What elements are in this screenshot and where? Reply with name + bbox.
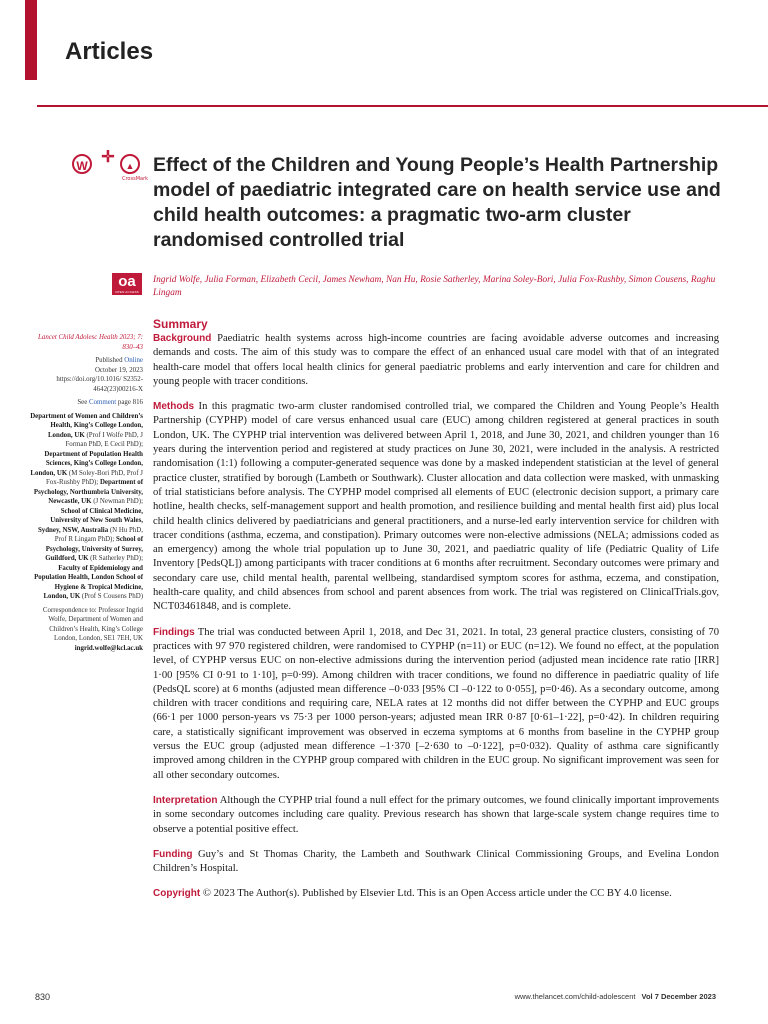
funding-text: Guy’s and St Thomas Charity, the Lambeth and Southwark Clinical Commissioning Groups, and Evelina London Children’s Hospital.	[153, 848, 719, 875]
summary-heading: Summary	[153, 317, 208, 331]
affiliation-name: Faculty of Epidemiology and Population Health, London School of Hygiene & Tropical Medicine, London, UK	[34, 564, 143, 600]
header-rule	[37, 105, 768, 107]
open-access-icon	[112, 273, 142, 295]
background-text: Paediatric health systems across high-income countries are facing avoidable adverse outcomes and increasing demands and costs. The aim of this study was to compare the effect of an enhanced usual care model with that of an integrated health-care model that offers local health clinics for general paediatric problems and early intervention and care for children and young people with tracer conditions.	[153, 333, 719, 387]
findings-label: Findings	[153, 626, 195, 638]
interpretation-label: Interpretation	[153, 794, 218, 806]
methods-text: In this pragmatic two-arm cluster randomised controlled trial, we compared the Children and Young People’s Health Partnership (CYPHP) model of care versus enhanced usual care (EUC) among children registered at general practices in south London, UK. The CYPHP trial intervention was delivered between April 1, 2018, and June 30, 2021, and children younger than 16 years during the intervention period and registered at study practices on June 30, 2021, were included in the analysis. A restricted randomisation (1:1) following a computer-generated sequence was done by a masked independent statistician at the level of general practice cluster, stratified by borough (Lambeth or Southwark). Cluster allocation and data collection were masked, with unmasking of trial statisticians before analysis. The CYPHP model comprised all elements of EUC (electronic decision support, a primary care hotline, health checks, self-management support and health promotion, and resilience building and mental health first aid) plus local child health clinics delivered by paediatricians and general practitioners, and a nurse-led early intervention service for children with tracer conditions (asthma, eczema, and constipation). Primary outcomes were non-elective admissions (NELA; admissions coded as an emergency) among the whole trial population up to June 30, 2021, and paediatric quality of life (Pediatric Quality of Life Inventory [PedsQL]) among participants with tracer conditions at 6 months after recruitment. Secondary outcomes were primary and secondary care use, child mental health, parental wellbeing, standardised symptom scores for asthma, eczema, and constipation, health-care quality, and child absences from school and parent absences from work. The trial was registered on ClinicalTrials.gov, NCT03461848, and is complete.	[153, 401, 719, 613]
altmetric-icon[interactable]: W	[72, 154, 92, 174]
published-date: October 19, 2023	[94, 366, 143, 374]
funding-label: Funding	[153, 848, 193, 860]
see-prefix: See	[77, 399, 90, 406]
background-label: Background	[153, 333, 212, 344]
see-suffix: page 816	[116, 399, 143, 406]
affiliation-name: School of Clinical Medicine, University of New South Wales, Sydney, NSW, Australia	[37, 507, 143, 534]
abstract-methods	[153, 400, 719, 614]
copyright-label: Copyright	[153, 888, 201, 900]
footer-journal	[515, 992, 716, 1001]
affiliation-people: (J Newman PhD);	[91, 498, 143, 505]
abstract	[153, 332, 719, 913]
author-list: Ingrid Wolfe, Julia Forman, Elizabeth Cecil, James Newham, Nan Hu, Rosie Satherley, Marina Soley-Bori, Julia Fox-Rushby, Simon Cousens, Raghu Lingam	[153, 275, 716, 298]
published-prefix: Published	[95, 357, 125, 364]
section-heading: Articles	[65, 38, 154, 65]
affiliation-people: (N Hu PhD, Prof R Lingam PhD);	[54, 526, 143, 543]
article-title: Effect of the Children and Young People’s Health Partnership model of paediatric integrated care on health service use and child health outcomes: a pragmatic two-arm cluster randomised controlled trial	[153, 154, 721, 251]
volume-issue: Vol 7 December 2023	[641, 992, 716, 1001]
affiliation-people: (Prof S Cousens PhD)	[80, 593, 143, 600]
abstract-findings	[153, 626, 719, 783]
affiliation-name: Department of Population Health Sciences, King’s College London, London, UK	[30, 450, 143, 477]
abstract-background	[153, 332, 719, 389]
affiliation-name: School of Psychology, University of Surrey, Guildford, UK	[45, 536, 143, 562]
abstract-interpretation	[153, 794, 719, 837]
page-number: 830	[35, 992, 51, 1002]
doi-link[interactable]: https://doi.org/10.1016/ S2352-4642(23)00216-X	[56, 376, 143, 393]
abstract-copyright	[153, 887, 719, 901]
copyright-text: © 2023 The Author(s). Published by Elsevier Ltd. This is an Open Access article under the CC BY 4.0 license.	[200, 888, 672, 900]
affiliation-people: (M Soley-Bori PhD, Prof J Fox-Rushby PhD);	[45, 469, 143, 486]
journal-citation: Lancet Child Adolesc Health 2023; 7: 830–43	[38, 334, 143, 351]
email-link[interactable]: ingrid.wolfe@kcl.ac.uk	[74, 644, 143, 652]
crossmark-label: CrossMark	[122, 176, 149, 182]
affiliation-name: Department of Women and Children’s Health, King’s College London, London, UK	[30, 412, 143, 439]
open-access-mark: oa	[118, 273, 136, 290]
affiliation-people: (R Satherley PhD);	[88, 555, 143, 562]
comment-link[interactable]: Comment	[89, 399, 117, 406]
crossmark-icon[interactable]: ✛	[101, 149, 115, 166]
article-sidebar	[30, 333, 143, 657]
correspondence: Correspondence to: Professor Ingrid Wolfe, Department of Women and Children’s Health, King’s College London, London, SE1 7EH, UK	[42, 606, 143, 642]
open-access-caption: OPEN ACCESS	[115, 290, 139, 294]
methods-label: Methods	[153, 401, 195, 413]
abstract-funding	[153, 848, 719, 877]
badge-group	[72, 149, 149, 190]
affiliation-people: (Prof I Wolfe PhD, J Forman PhD, E Cecil PhD);	[65, 431, 143, 448]
section-color-bar	[25, 0, 37, 80]
journal-url[interactable]: www.thelancet.com/child-adolescent	[514, 992, 636, 1001]
published-online-link[interactable]: Online	[124, 357, 143, 364]
affiliations	[30, 412, 143, 602]
interpretation-text: Although the CYPHP trial found a null effect for the primary outcomes, we found clinically important improvements in some secondary outcomes including care quality. Previous research has shown that large-scale system change requires time to observe a potential positive effect.	[153, 794, 719, 835]
findings-text: The trial was conducted between April 1, 2018, and Dec 31, 2021. In total, 23 general practice clusters, consisting of 70 practices with 97 970 registered children, were randomised to CYPHP (n=11) or EUC (n=12). We found no effect, at the population level, of CYPHP versus EUC on non-elective admissions during the intervention period (adjusted mean incidence rate ratio [IRR] 1·00 [95% CI 0·91 to 1·10], p=0·99). Among children with tracer conditions, we found no difference in paediatric quality of life (PedsQL score) at 6 months (adjusted mean difference –0·033 [95% CI –0·122 to 0·055], p=0·46). As a secondary outcome, among children with tracer conditions and requiring care, NELA rates at 12 months did not differ between the CYPHP and EUC groups (66·1 per 1000 person-years vs 75·3 per 1000 person-years; adjusted mean IRR 0·87 [0·61–1·22], p=0·42). In children requiring care, a statistically significant improvement was observed in eczema symptoms at 6 months from baseline in the CYPHP group versus the EUC group (adjusted mean difference –1·370 [–2·630 to –0·122], p=0·032). Quality of asthma care significantly improved among children in the CYPHP group compared with children in the EUC group. No significant improvement was seen for all other secondary outcomes.	[153, 626, 719, 781]
cite-icon[interactable]: ▲	[120, 154, 140, 174]
affiliation-name: Department of Psychology, Northumbria University, Newcastle, UK	[33, 479, 143, 505]
